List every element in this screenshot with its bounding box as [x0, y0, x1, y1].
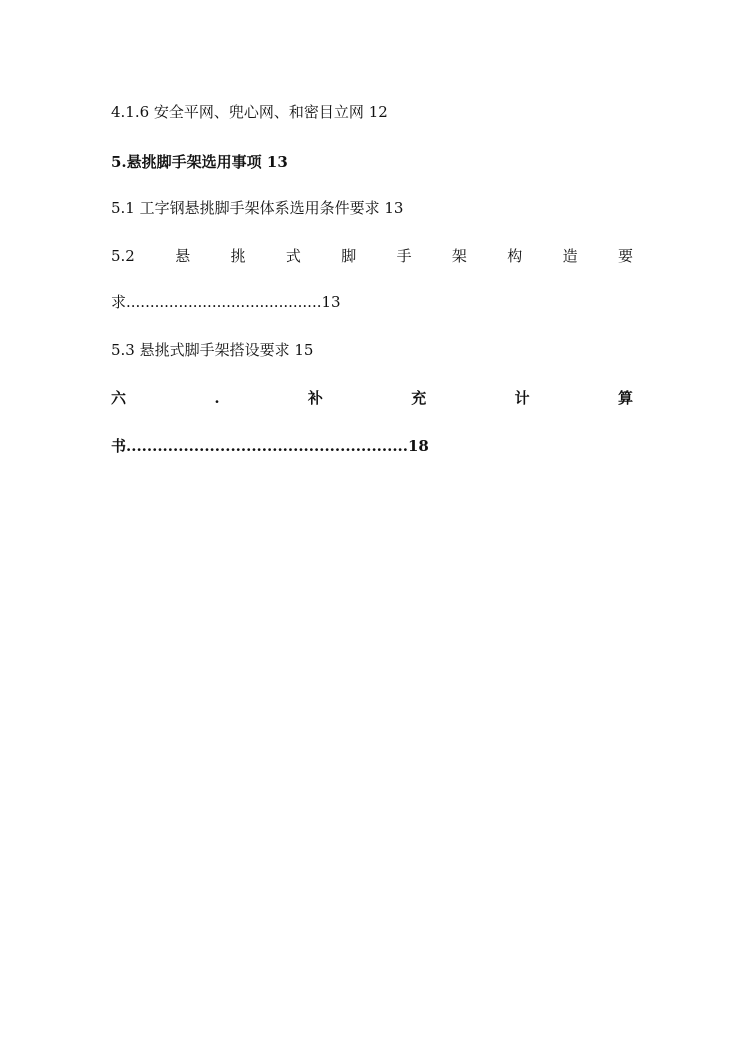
toc-char: . — [214, 389, 220, 407]
toc-entry-5[interactable] — [111, 152, 288, 172]
toc-char: 挑 — [230, 247, 246, 265]
toc-char: 六 — [111, 389, 127, 407]
toc-entry-text: 5.1 工字钢悬挑脚手架体系选用条件要求 13 — [111, 199, 404, 217]
toc-char: 算 — [617, 389, 633, 407]
toc-entry-5-3[interactable] — [111, 340, 313, 360]
toc-char: 式 — [285, 247, 301, 265]
toc-char: 补 — [307, 389, 323, 407]
toc-char: 构 — [507, 247, 523, 265]
toc-char: 手 — [396, 247, 412, 265]
toc-char: 充 — [411, 389, 427, 407]
toc-char: 5.2 — [111, 247, 135, 265]
toc-entry-5-2[interactable] — [111, 246, 633, 266]
toc-entry-5-2-continuation[interactable] — [111, 292, 341, 312]
toc-entry-text: 求.........................................13 — [111, 293, 341, 311]
toc-entry-text: 4.1.6 安全平网、兜心网、和密目立网 12 — [111, 103, 388, 121]
toc-char: 要 — [617, 247, 633, 265]
toc-char: 架 — [451, 247, 467, 265]
toc-entry-5-1[interactable] — [111, 198, 403, 218]
toc-char: 悬 — [175, 247, 191, 265]
toc-entry-6[interactable] — [111, 388, 633, 408]
toc-entry-6-continuation[interactable] — [111, 436, 429, 456]
toc-entry-text: 5.悬挑脚手架选用事项 13 — [111, 153, 288, 171]
toc-char: 计 — [514, 389, 530, 407]
toc-entry-4-1-6[interactable] — [111, 102, 388, 122]
toc-entry-text: 5.3 悬挑式脚手架搭设要求 15 — [111, 341, 314, 359]
toc-char: 造 — [562, 247, 578, 265]
toc-char: 脚 — [341, 247, 357, 265]
toc-entry-text: 书......................................................18 — [111, 437, 429, 455]
